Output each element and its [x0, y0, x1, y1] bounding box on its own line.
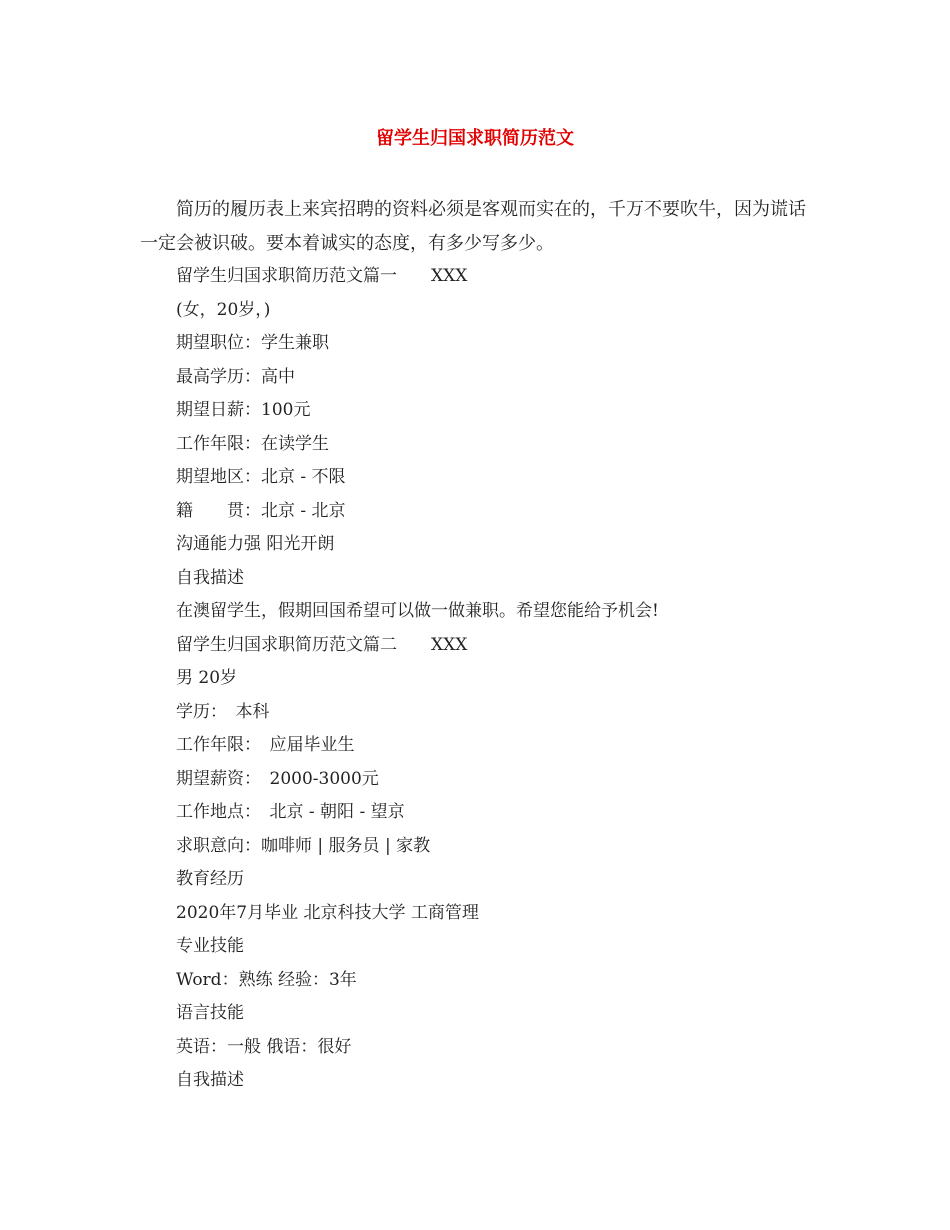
line-21: 专业技能 [176, 936, 244, 956]
intro-paragraph: 简历的履历表上来宾招聘的资料必须是客观而实在的，千万不要吹牛，因为谎话一定会被识破。要本着诚实的态度，有多少写多少。 [140, 199, 806, 254]
line-20: 2020年7月毕业 北京科技大学 工商管理 [176, 902, 479, 923]
line-15: 工作年限： 应届毕业生 [176, 735, 355, 755]
line-4: 最高学历：高中 [176, 366, 295, 387]
line-3: 期望职位：学生兼职 [176, 333, 329, 353]
line-25: 自我描述 [176, 1070, 244, 1090]
line-18: 求职意向：咖啡师 | 服务员 | 家教 [176, 835, 431, 856]
line-14: 学历： 本科 [176, 701, 270, 722]
line-24: 英语：一般 俄语：很好 [176, 1036, 352, 1057]
line-6: 工作年限：在读学生 [176, 433, 329, 454]
line-10: 自我描述 [176, 567, 244, 588]
line-11: 在澳留学生，假期回国希望可以做一做兼职。希望您能给予机会! [176, 601, 659, 621]
line-2: (女，20岁，) [176, 299, 271, 320]
line-13: 男 20岁 [176, 668, 238, 688]
document-title: 留学生归国求职简历范文 [376, 128, 574, 149]
line-5: 期望日薪：100元 [176, 400, 311, 420]
line-9: 沟通能力强 阳光开朗 [176, 534, 335, 554]
line-12: 留学生归国求职简历范文篇二 XXX [176, 634, 468, 655]
line-19: 教育经历 [176, 869, 244, 889]
line-23: 语言技能 [176, 1003, 244, 1023]
line-7: 期望地区：北京 - 不限 [176, 467, 346, 487]
line-22: Word：熟练 经验：3年 [176, 969, 357, 990]
line-1: 留学生归国求职简历范文篇一 XXX [176, 266, 468, 286]
line-17: 工作地点： 北京 - 朝阳 - 望京 [176, 802, 405, 822]
resume-lines [176, 260, 836, 1098]
line-16: 期望薪资： 2000-3000元 [176, 768, 379, 789]
line-8: 籍 贯：北京 - 北京 [176, 500, 346, 521]
